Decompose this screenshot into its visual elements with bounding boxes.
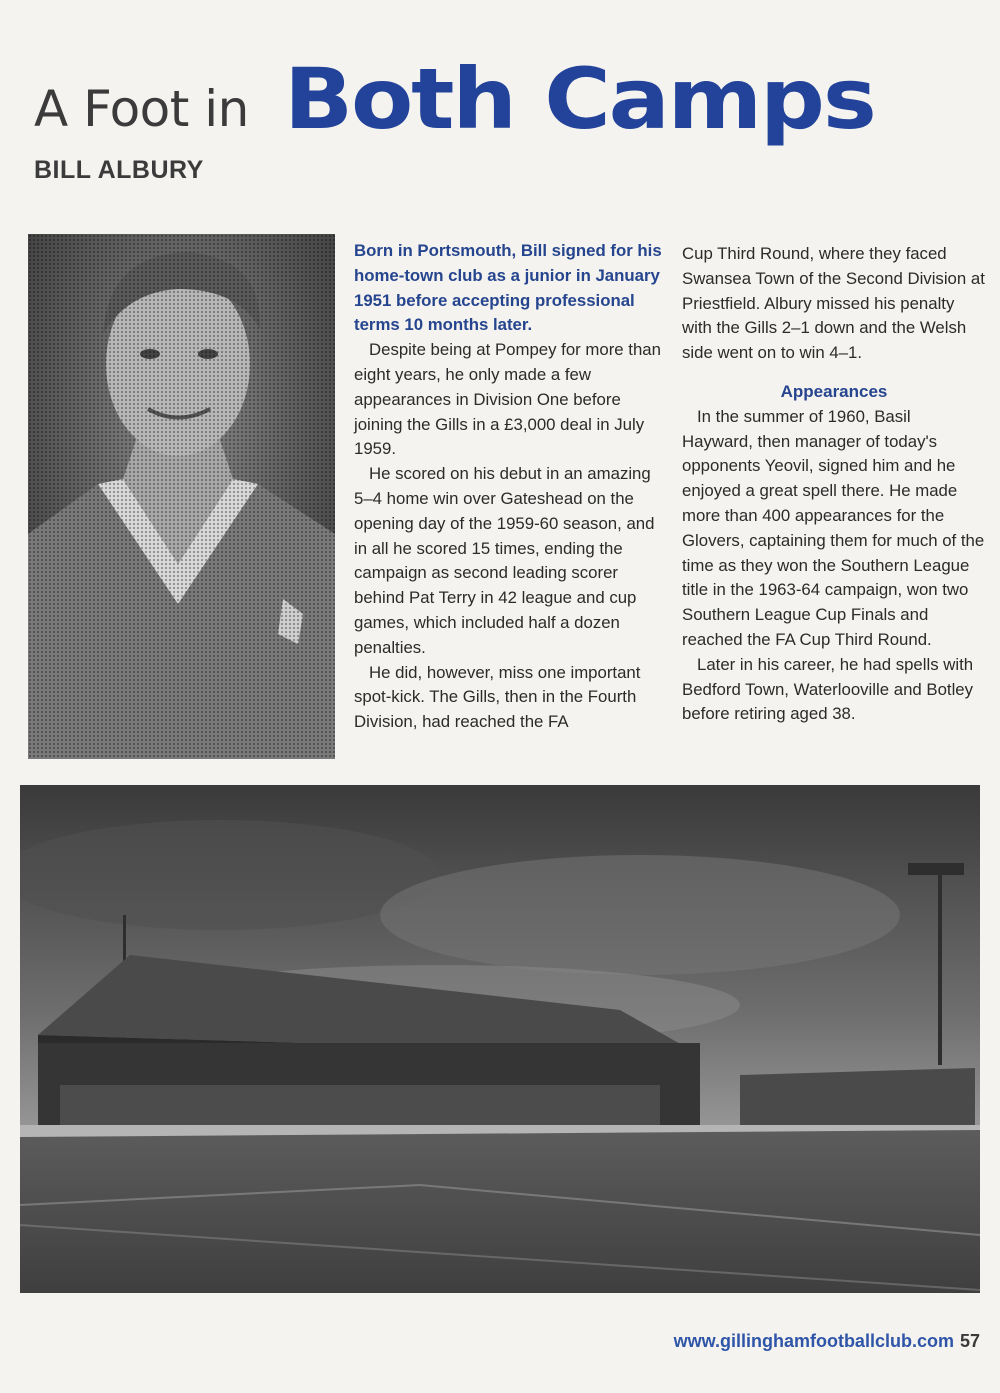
- article-column-1: [354, 239, 666, 735]
- title-bold: Both Camps: [284, 50, 875, 148]
- player-portrait-photo: [28, 234, 335, 759]
- body-paragraph: He did, however, miss one important spot-kick. The Gills, then in the Fourth Division, had reached the FA: [354, 662, 641, 732]
- body-paragraph: In the summer of 1960, Basil Hayward, then manager of today's opponents Yeovil, signed him and he enjoyed a great spell there. He made more than 400 appearances for the Glovers, captaining them for much of the time as they won the Southern League title in the 1963-64 campaign, won two Southern League Cup Finals and reached the FA Cup Third Round.: [682, 406, 985, 649]
- footer: [674, 1331, 980, 1352]
- section-heading: Appearances: [780, 381, 888, 401]
- intro-paragraph: Born in Portsmouth, Bill signed for his home-town club as a junior in January 1951 before accepting professional terms 10 months later.: [354, 241, 662, 335]
- body-paragraph: Cup Third Round, where they faced Swansea Town of the Second Division at Priestfield. Albury missed his penalty with the Gills 2–1 down and the Welsh side went on to win 4–1.: [682, 244, 985, 363]
- page-number: 57: [959, 1331, 980, 1351]
- player-name: BILL ALBURY: [34, 156, 204, 184]
- title-light: A Foot in: [34, 80, 249, 138]
- article-column-2: [682, 242, 986, 727]
- stadium-photo: [20, 785, 980, 1293]
- body-paragraph: Later in his career, he had spells with Bedford Town, Waterlooville and Botley before retiring aged 38.: [682, 654, 974, 724]
- title-block: [34, 44, 974, 164]
- body-paragraph: He scored on his debut in an amazing 5–4 home win over Gateshead on the opening day of the 1959-60 season, and in all he scored 15 times, ending the campaign as second leading scorer behind Pat Terry in 42 league and cup games, which included half a dozen penalties.: [354, 464, 655, 657]
- body-paragraph: Despite being at Pompey for more than eight years, he only made a few appearances in Division One before joining the Gills in a £3,000 deal in July 1959.: [354, 340, 661, 459]
- website-url[interactable]: www.gillinghamfootballclub.com: [673, 1331, 954, 1351]
